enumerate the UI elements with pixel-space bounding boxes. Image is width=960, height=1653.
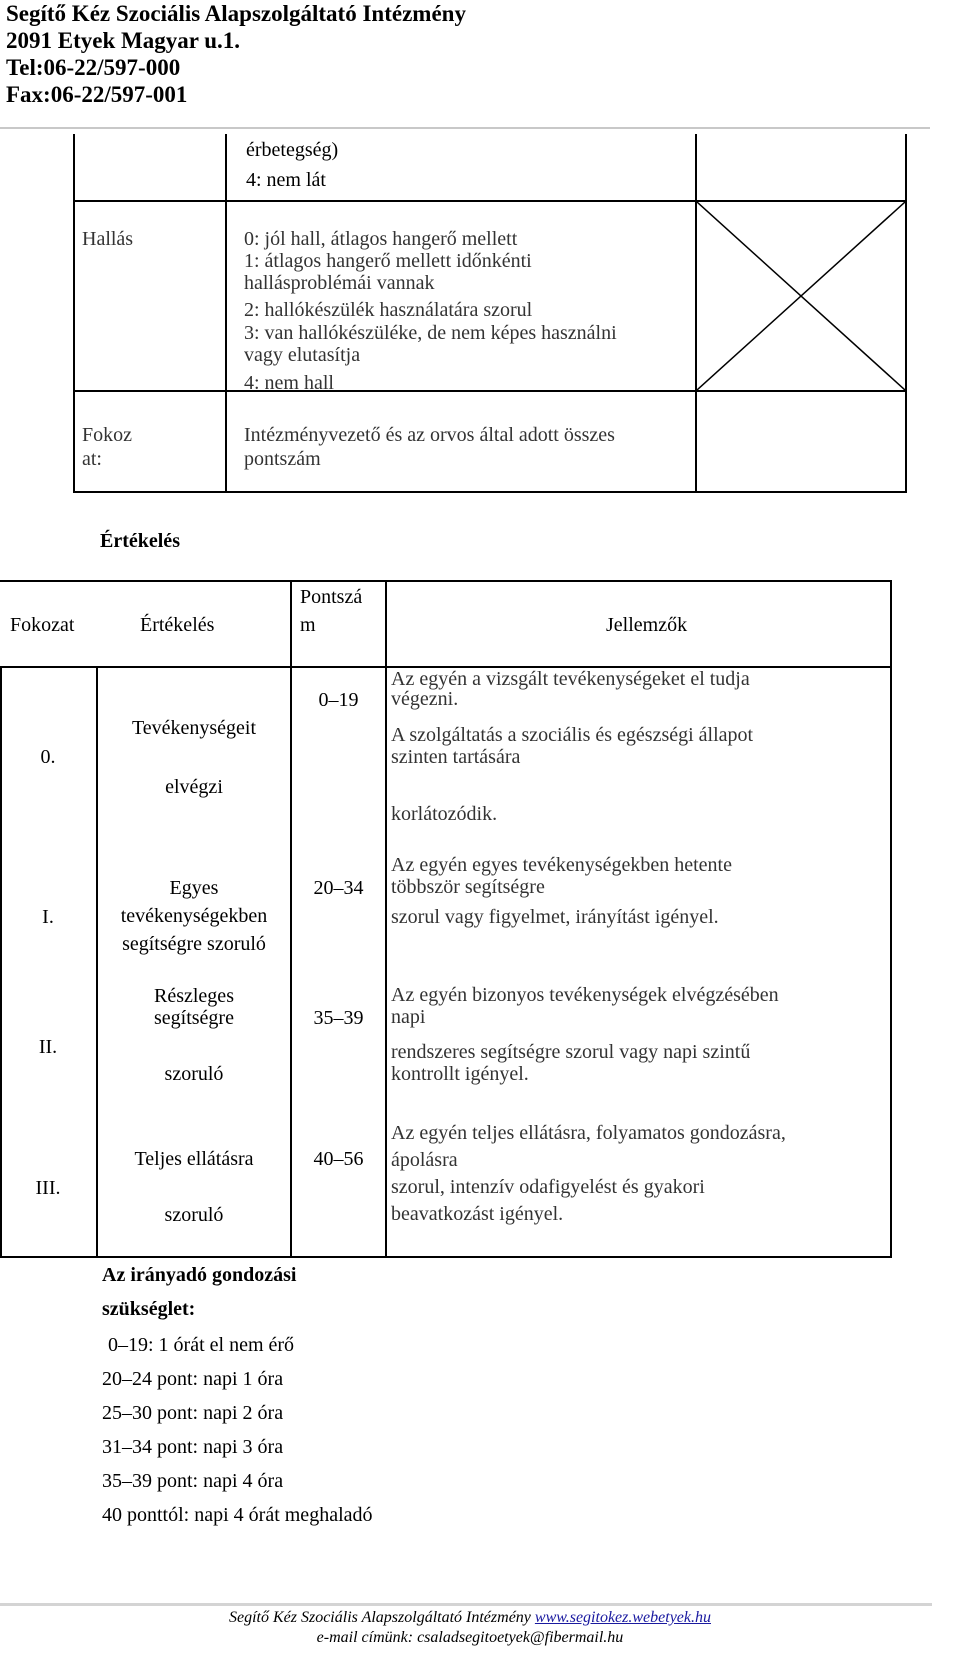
footer-line-1 [0,1608,940,1628]
row-0-grade: 0. [40,746,56,768]
footer-email-label: e-mail címünk: [316,1629,414,1646]
row-0-evaluation-cont: elvégzi [165,776,223,798]
row-0-desc: korlátozódik. [391,803,498,825]
footer-website-link[interactable]: www.segitokez.webetyek.hu [534,1609,711,1626]
crossed-out-cell [697,202,905,390]
header-points-cont: m [300,614,316,636]
row-0-desc: Az egyén a vizsgált tevékenységeket el tudja [391,668,750,690]
row-0-desc: szinten tartására [391,746,521,768]
row-1-points: 20–34 [313,877,364,899]
row-1-grade: I. [42,906,54,928]
letterhead-phone: Tel:06-22/597-000 [6,55,181,80]
row-3-evaluation: Teljes ellátásra [134,1148,254,1170]
table-border [890,580,892,1258]
header-divider [0,127,930,129]
row-0-desc: végezni. [391,688,459,710]
grade-label-cont: at: [82,448,102,470]
footer [0,1608,940,1648]
hearing-option-1-cont: hallásproblémái vannak [244,272,435,294]
hearing-option-4: 4: nem hall [244,372,334,394]
row-1-evaluation: Egyes [169,877,219,899]
row-2-desc: Az egyén bizonyos tevékenységek elvégzésében [391,984,779,1006]
care-needs-item: 35–39 pont: napi 4 óra [102,1470,284,1492]
care-needs-item: 40 ponttól: napi 4 órát meghaladó [102,1504,373,1526]
table-border [73,491,907,493]
footer-divider [0,1603,932,1606]
row-3-desc: Az egyén teljes ellátásra, folyamatos gondozásra, [391,1122,786,1144]
row-3-grade: III. [35,1177,61,1199]
hearing-option-1: 1: átlagos hangerő mellett időnkénti [244,250,532,272]
grade-description: Intézményvezető és az orvos által adott összes [244,424,615,446]
table-border [0,1256,892,1258]
care-needs-item: 31–34 pont: napi 3 óra [102,1436,284,1458]
section-title: Értékelés [100,530,180,552]
row-1-evaluation-cont: tevékenységekben [120,905,268,927]
row-3-desc: beavatkozást igényel. [391,1203,564,1225]
row-2-evaluation-cont: szoruló [164,1063,224,1085]
row-1-evaluation-cont: segítségre szoruló [122,933,266,955]
vision-option-4: 4: nem lát [246,169,326,191]
row-1-desc: Az egyén egyes tevékenységekben hetente [391,854,732,876]
row-1-desc: többször segítségre [391,876,545,898]
vision-cont-text: érbetegség) [246,139,339,161]
table-border [905,134,907,493]
table-border [385,580,387,1258]
row-2-desc: kontrollt igényel. [391,1063,529,1085]
row-0-points: 0–19 [318,689,359,711]
letterhead-address: 2091 Etyek Magyar u.1. [6,28,241,53]
row-0-evaluation: Tevékenységeit [131,717,257,739]
care-needs-title-cont: szükséglet: [102,1298,196,1320]
table-border [73,390,907,392]
hearing-label: Hallás [82,228,134,250]
row-3-evaluation-cont: szoruló [164,1204,224,1226]
hearing-option-0: 0: jól hall, átlagos hangerő mellett [244,228,518,250]
care-needs-item: 0–19: 1 órát el nem érő [108,1334,295,1356]
row-2-grade: II. [38,1036,58,1058]
footer-line-2 [0,1628,940,1648]
row-0-desc: A szolgáltatás a szociális és egészségi állapot [391,724,754,746]
care-needs-item: 20–24 pont: napi 1 óra [102,1368,284,1390]
letterhead [6,0,466,108]
care-needs-title: Az irányadó gondozási [102,1264,297,1286]
footer-org: Segítő Kéz Szociális Alapszolgáltató Intézmény [228,1609,531,1626]
letterhead-org-name: Segítő Kéz Szociális Alapszolgáltató Intézmény [6,1,466,26]
footer-email: csaladsegitoetyek@fibermail.hu [417,1629,624,1646]
row-2-evaluation-cont: segítségre [154,1007,234,1029]
hearing-option-3-cont: vagy elutasítja [244,344,361,366]
row-2-evaluation: Részleges [154,985,234,1007]
row-3-points: 40–56 [313,1148,364,1170]
grade-description-cont: pontszám [244,448,321,470]
header-points: Pontszá [300,586,363,608]
table-border [0,580,892,582]
letterhead-fax: Fax:06-22/597-001 [6,82,188,107]
row-2-desc: napi [391,1006,426,1028]
row-2-points: 35–39 [313,1007,364,1029]
hearing-option-3: 3: van hallókészüléke, de nem képes használni [244,322,617,344]
header-grade: Fokozat [10,614,75,636]
header-characteristics: Jellemzők [606,614,688,636]
care-needs-item: 25–30 pont: napi 2 óra [102,1402,284,1424]
table-border [225,134,227,493]
row-1-desc: szorul vagy figyelmet, irányítást igényel. [391,906,719,928]
hearing-option-2: 2: hallókészülék használatára szorul [244,299,533,321]
row-3-desc: szorul, intenzív odafigyelést és gyakori [391,1176,705,1198]
table-border [73,134,75,493]
row-3-desc: ápolásra [391,1149,458,1171]
header-evaluation: Értékelés [140,614,215,636]
row-2-desc: rendszeres segítségre szorul vagy napi szintű [391,1041,751,1063]
grade-label: Fokoz [82,424,132,446]
